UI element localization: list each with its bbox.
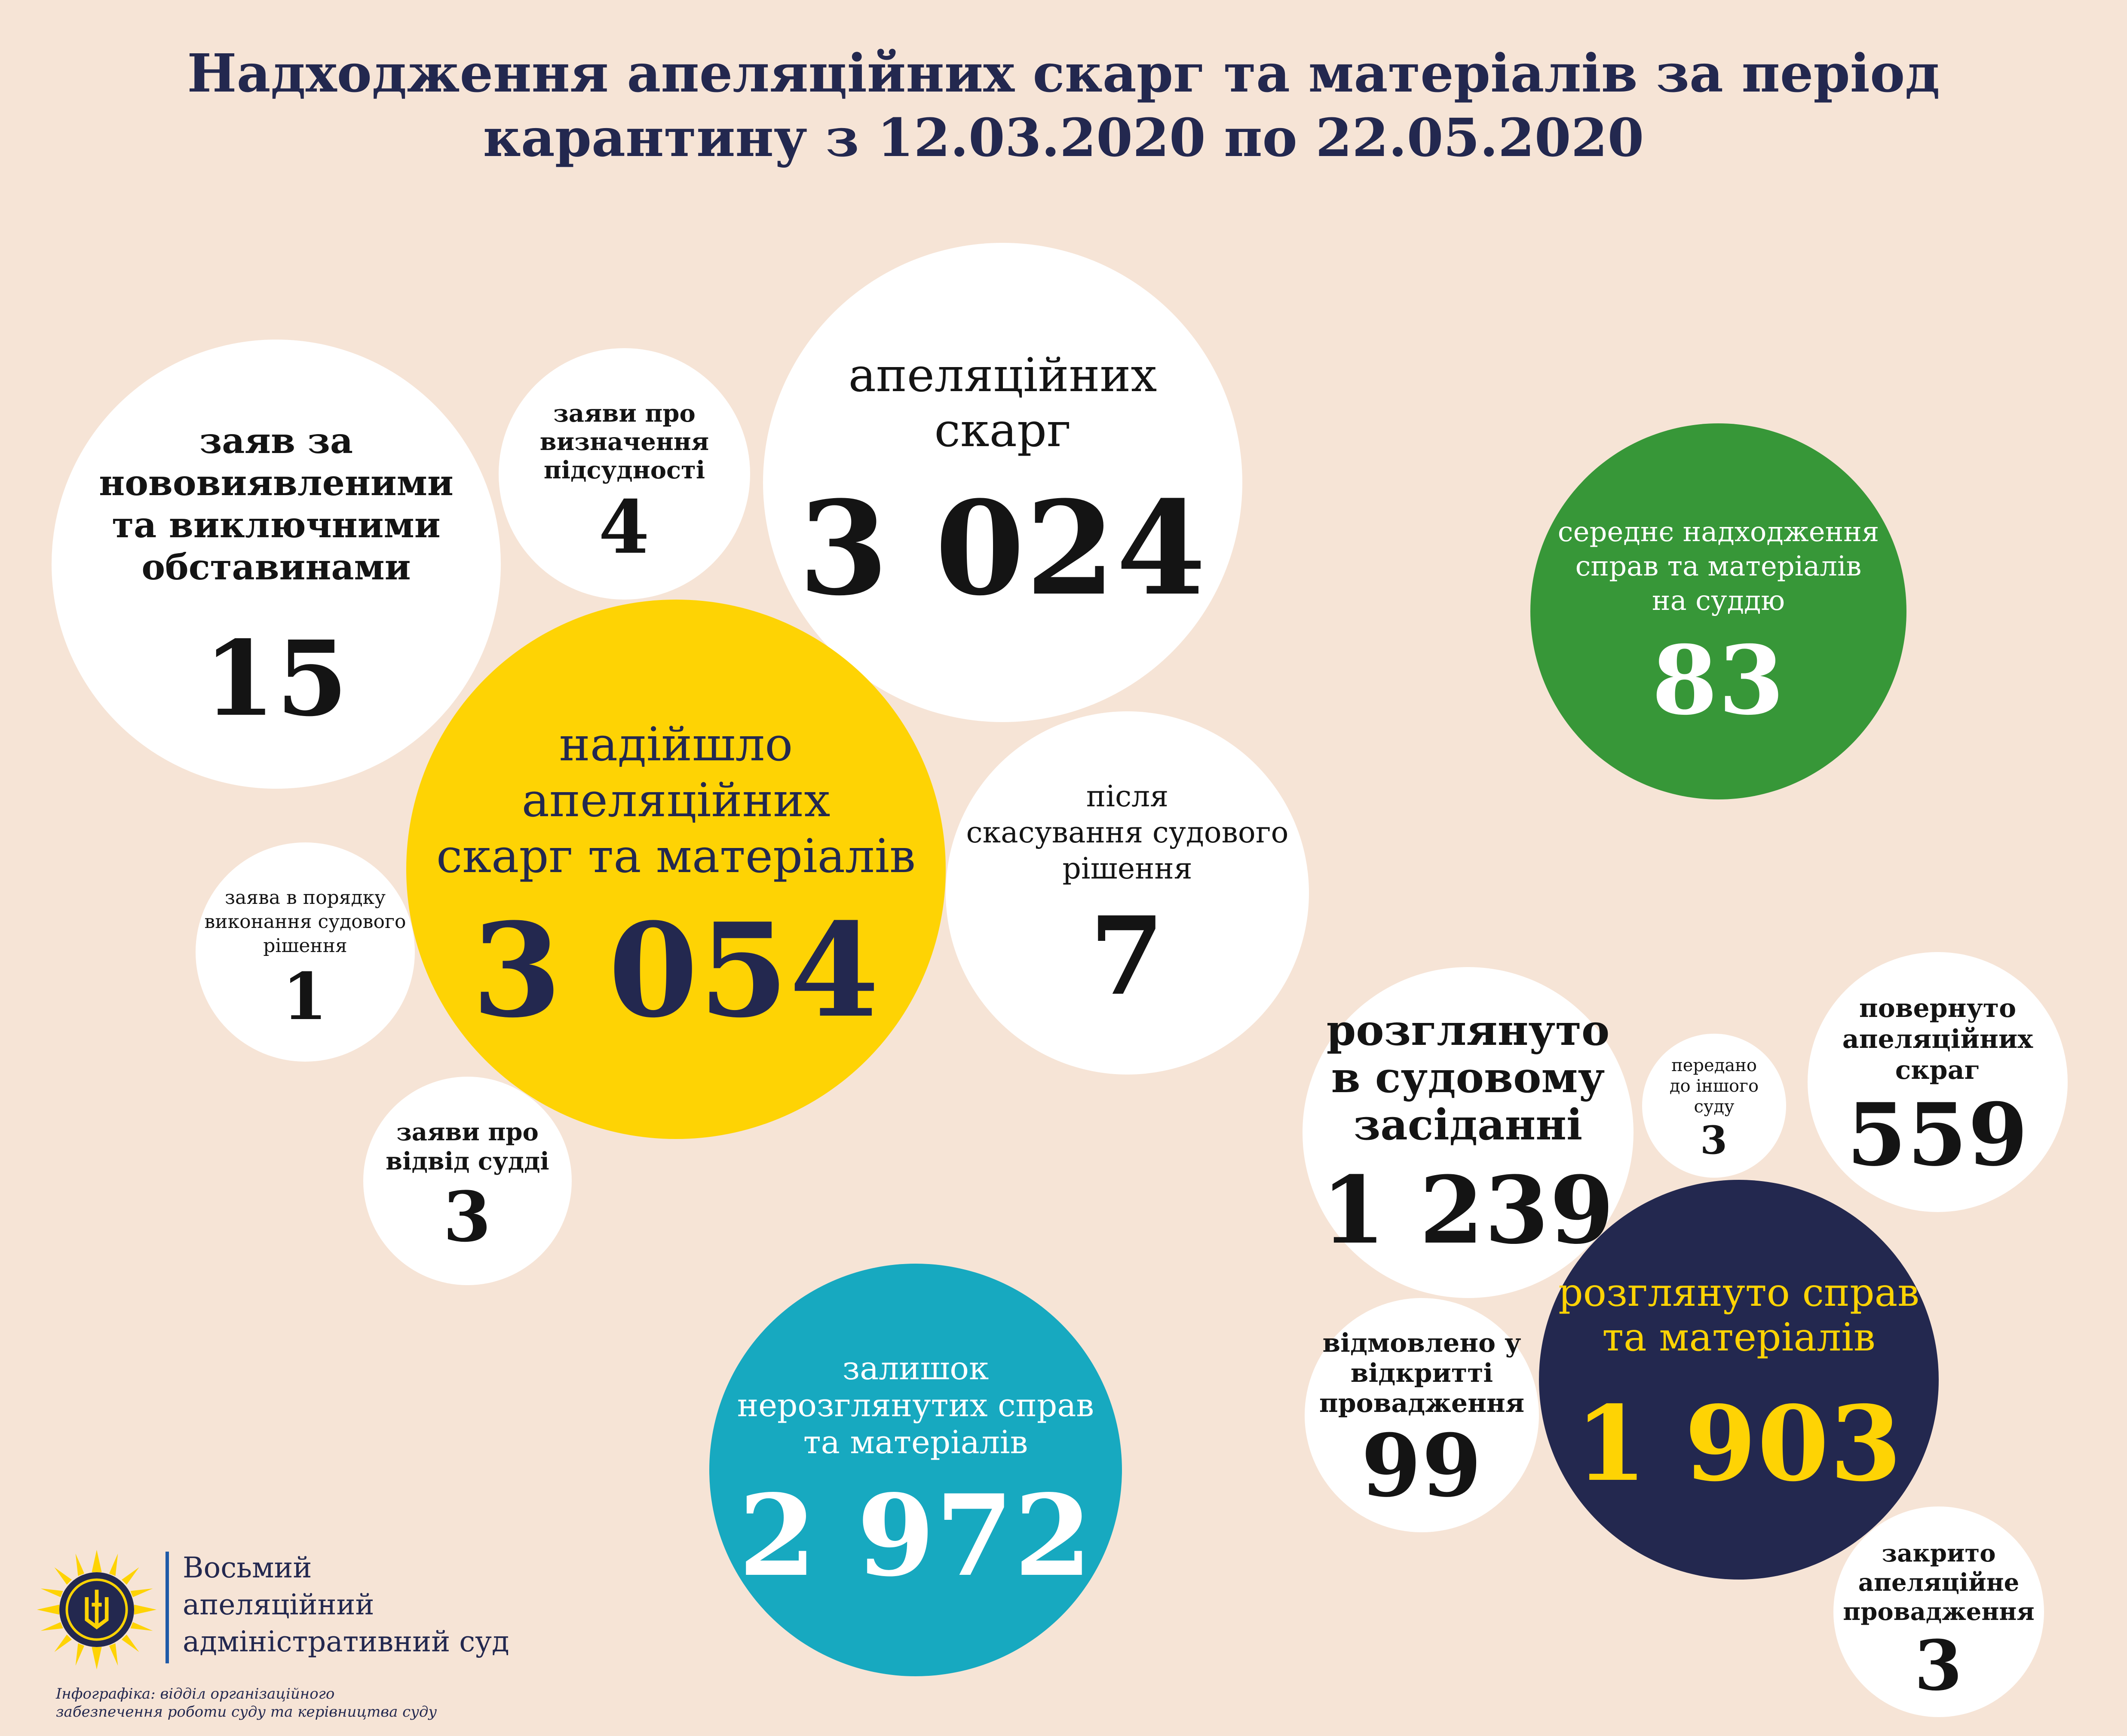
bubble-label — [99, 420, 454, 588]
bubble-total-received — [406, 600, 946, 1139]
court-emblem-icon — [34, 1547, 159, 1672]
bubble-value: 4 — [598, 484, 650, 570]
bubble-appeals — [763, 243, 1242, 722]
label-line: заяв за — [199, 420, 353, 462]
court-name-line: апеляційний — [183, 1588, 374, 1621]
label-line: суду — [1694, 1096, 1735, 1117]
label-line: скарг — [934, 403, 1071, 457]
label-line: підсудності — [543, 456, 705, 484]
bubble-label — [540, 399, 709, 484]
label-line: рішення — [263, 935, 347, 957]
bubble-label — [966, 779, 1289, 887]
bubble-label — [1558, 515, 1879, 618]
bubble-value: 3 — [1700, 1117, 1728, 1163]
label-line: апеляційних — [848, 348, 1157, 402]
bubble-closed — [1833, 1506, 2044, 1717]
label-line: надійшло — [559, 717, 793, 772]
bubble-value: 15 — [203, 618, 349, 739]
label-line: рішення — [1062, 851, 1192, 886]
label-line: нерозглянутих справ — [737, 1387, 1094, 1424]
bubble-value: 1 239 — [1321, 1155, 1615, 1264]
bubble-value: 1 903 — [1575, 1383, 1903, 1504]
label-line: відвід судді — [386, 1147, 549, 1176]
credit-line: забезпечення роботи суду та керівництва суду — [56, 1703, 437, 1721]
bubble-label — [1327, 1007, 1610, 1149]
bubble-value: 7 — [1089, 892, 1165, 1019]
label-line: обставинами — [141, 546, 411, 588]
label-line: виконання судового — [204, 911, 406, 933]
label-line: та матеріалів — [803, 1424, 1028, 1461]
label-line: закрито — [1882, 1539, 1996, 1568]
bubble-label — [205, 886, 406, 958]
bubble-value: 3 — [1914, 1625, 1963, 1706]
court-name — [183, 1549, 509, 1660]
court-name-line: Восьмий — [183, 1551, 312, 1584]
bubble-refused — [1305, 1298, 1539, 1532]
bubble-jurisdiction — [499, 348, 750, 600]
label-line: передано — [1671, 1055, 1757, 1075]
bubble-value: 83 — [1652, 624, 1785, 736]
label-line: на суддю — [1652, 585, 1785, 617]
label-line: заяви про — [553, 399, 696, 428]
label-line: повернуто — [1859, 993, 2017, 1023]
bubble-after-cancellation — [946, 711, 1309, 1075]
label-line: заяви про — [396, 1118, 539, 1146]
label-line: розглянуто — [1326, 1005, 1610, 1055]
infographic-credit — [56, 1685, 437, 1721]
label-line: відкритті — [1350, 1358, 1493, 1388]
label-line: скасування судового — [966, 815, 1289, 850]
label-line: нововиявленими — [99, 462, 454, 504]
bubble-label — [1843, 1539, 2035, 1626]
page-title — [129, 41, 1998, 170]
bubble-label — [1319, 1328, 1524, 1418]
bubble-value: 99 — [1361, 1415, 1483, 1516]
bubble-remaining — [709, 1264, 1122, 1676]
label-line: скарг та матеріалів — [436, 829, 916, 883]
bubble-transferred — [1642, 1034, 1786, 1178]
label-line: провадження — [1843, 1598, 2035, 1626]
bubble-court-hearing — [1303, 967, 1634, 1298]
label-line: скраг — [1895, 1055, 1980, 1085]
label-line: апеляційних — [1842, 1024, 2033, 1054]
label-line: засіданні — [1353, 1100, 1583, 1150]
bubble-execution — [196, 842, 415, 1062]
label-line: та матеріалів — [1602, 1315, 1876, 1360]
bubble-label — [436, 717, 916, 885]
label-line: провадження — [1319, 1388, 1525, 1418]
bubble-label — [1558, 1271, 1919, 1360]
label-line: визначення — [539, 427, 709, 456]
label-line: апеляційне — [1858, 1568, 2020, 1597]
bubble-returned — [1808, 952, 2068, 1212]
bubble-label — [849, 348, 1157, 458]
bubble-label — [386, 1118, 549, 1176]
bubble-value: 559 — [1846, 1084, 2029, 1185]
label-line: залишок — [842, 1350, 989, 1387]
bubble-value: 3 — [443, 1176, 492, 1257]
logo-divider — [166, 1552, 169, 1663]
bubble-value: 3 054 — [472, 894, 880, 1046]
label-line: відмовлено у — [1322, 1328, 1521, 1358]
bubble-value: 1 — [282, 959, 328, 1035]
label-line: апеляційних — [521, 773, 831, 827]
label-line: справ та матеріалів — [1575, 550, 1862, 582]
bubble-label — [1842, 993, 2033, 1086]
credit-line: Інфографіка: відділ організаційного — [56, 1685, 335, 1702]
bubble-average-per-judge — [1530, 423, 1906, 799]
label-line: розглянуто справ — [1558, 1270, 1919, 1315]
label-line: середнє надходження — [1557, 516, 1879, 548]
label-line: після — [1086, 779, 1169, 814]
bubble-value: 3 024 — [798, 472, 1207, 624]
title-line-2: карантину з 12.03.2020 по 22.05.2020 — [483, 107, 1644, 168]
bubble-newly-discovered — [52, 340, 501, 789]
bubble-recusal — [363, 1077, 572, 1285]
label-line: та виключними — [112, 504, 441, 546]
title-line-1: Надходження апеляційних скарг та матеріалів за період — [187, 42, 1940, 104]
label-line: в судовому — [1331, 1053, 1605, 1102]
label-line: заява в порядку — [225, 887, 386, 909]
bubble-label — [1670, 1055, 1759, 1117]
label-line: до іншого — [1669, 1076, 1759, 1096]
bubble-value: 2 972 — [738, 1470, 1093, 1601]
bubble-label — [737, 1350, 1094, 1461]
court-name-line: адміністративний суд — [183, 1625, 509, 1658]
bubble-cases-reviewed — [1539, 1180, 1939, 1580]
